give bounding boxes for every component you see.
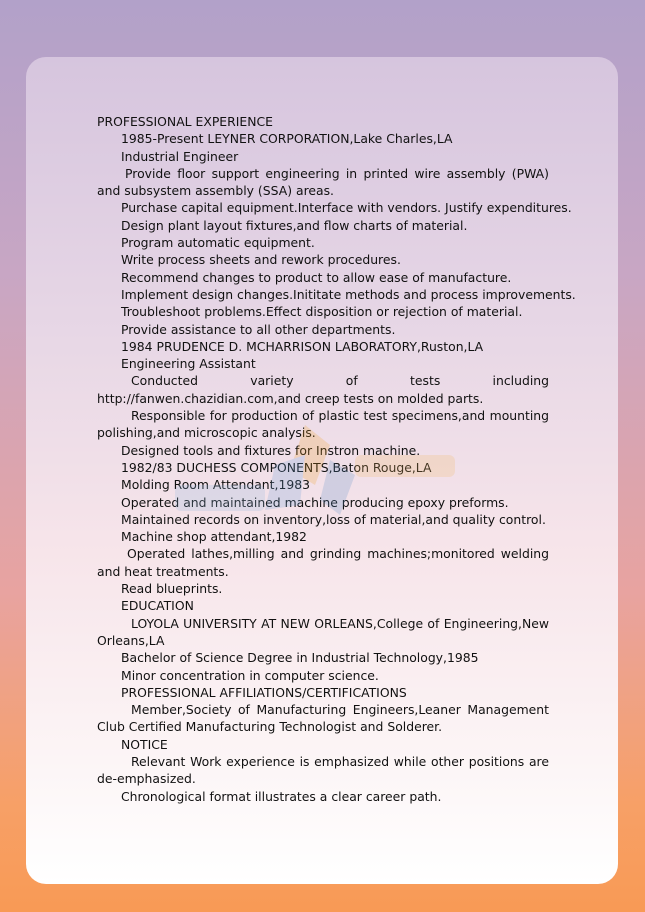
job-duty: Write process sheets and rework procedures. [121, 252, 401, 268]
job-employer: 1984 PRUDENCE D. MCHARRISON LABORATORY,Ruston,LA [121, 338, 484, 354]
job-duty: Operated lathes,milling and grinding machines;monitored welding and heat treatments. [97, 546, 549, 579]
affiliation: Member,Society of Manufacturing Engineers,Leaner Management Club Certified Manufacturing Technologist and Solderer. [97, 702, 549, 735]
job-duty: Designed tools and fixtures for Instron machine. [121, 442, 421, 458]
section-heading-affiliations: PROFESSIONAL AFFILIATIONS/CERTIFICATIONS [121, 684, 407, 700]
resume-content [97, 113, 576, 805]
notice-text: Chronological format illustrates a clear career path. [121, 788, 442, 804]
job-title: Molding Room Attendant,1983 [121, 477, 310, 493]
job-duty: Responsible for production of plastic test specimens,and mounting polishing,and microscopic analysis. [97, 408, 549, 441]
degree: Bachelor of Science Degree in Industrial Technology,1985 [121, 650, 479, 666]
job-duty: Conducted variety of tests including http://fanwen.chazidian.com,and creep tests on molded parts. [97, 373, 549, 406]
job-duty: Purchase capital equipment.Interface with vendors. Justify expenditures. [121, 200, 572, 216]
resume-card [26, 57, 618, 884]
school-name: LOYOLA UNIVERSITY AT NEW ORLEANS,College of Engineering,New Orleans,LA [97, 615, 549, 648]
job-duty: Operated and maintained machine producing epoxy preforms. [121, 494, 509, 510]
job-duty: Implement design changes.Inititate methods and process improvements. [121, 286, 576, 302]
job-duty: Design plant layout fixtures,and flow charts of material. [121, 217, 468, 233]
job-duty: Program automatic equipment. [121, 235, 315, 251]
section-heading-experience: PROFESSIONAL EXPERIENCE [97, 114, 273, 129]
job-employer: 1982/83 DUCHESS COMPONENTS,Baton Rouge,LA [121, 459, 432, 475]
notice-text: Relevant Work experience is emphasized while other positions are de-emphasized. [97, 753, 549, 787]
section-heading-notice: NOTICE [121, 736, 168, 752]
job-duty: Provide assistance to all other departments. [121, 321, 396, 337]
job-duty: Provide floor support engineering in printed wire assembly (PWA) and subsystem assembly (SSA) areas. [97, 165, 549, 199]
section-heading-education: EDUCATION [121, 598, 194, 614]
job-duty: Read blueprints. [121, 581, 223, 597]
job-duty: Troubleshoot problems.Effect disposition or rejection of material. [121, 304, 523, 320]
job-title: Engineering Assistant [121, 356, 256, 372]
job-title: Machine shop attendant,1982 [121, 529, 307, 545]
minor: Minor concentration in computer science. [121, 667, 379, 683]
job-title: Industrial Engineer [121, 148, 239, 164]
job-duty: Recommend changes to product to allow ease of manufacture. [121, 269, 512, 285]
job-duty: Maintained records on inventory,loss of material,and quality control. [121, 511, 546, 527]
job-employer: 1985-Present LEYNER CORPORATION,Lake Charles,LA [121, 131, 453, 147]
